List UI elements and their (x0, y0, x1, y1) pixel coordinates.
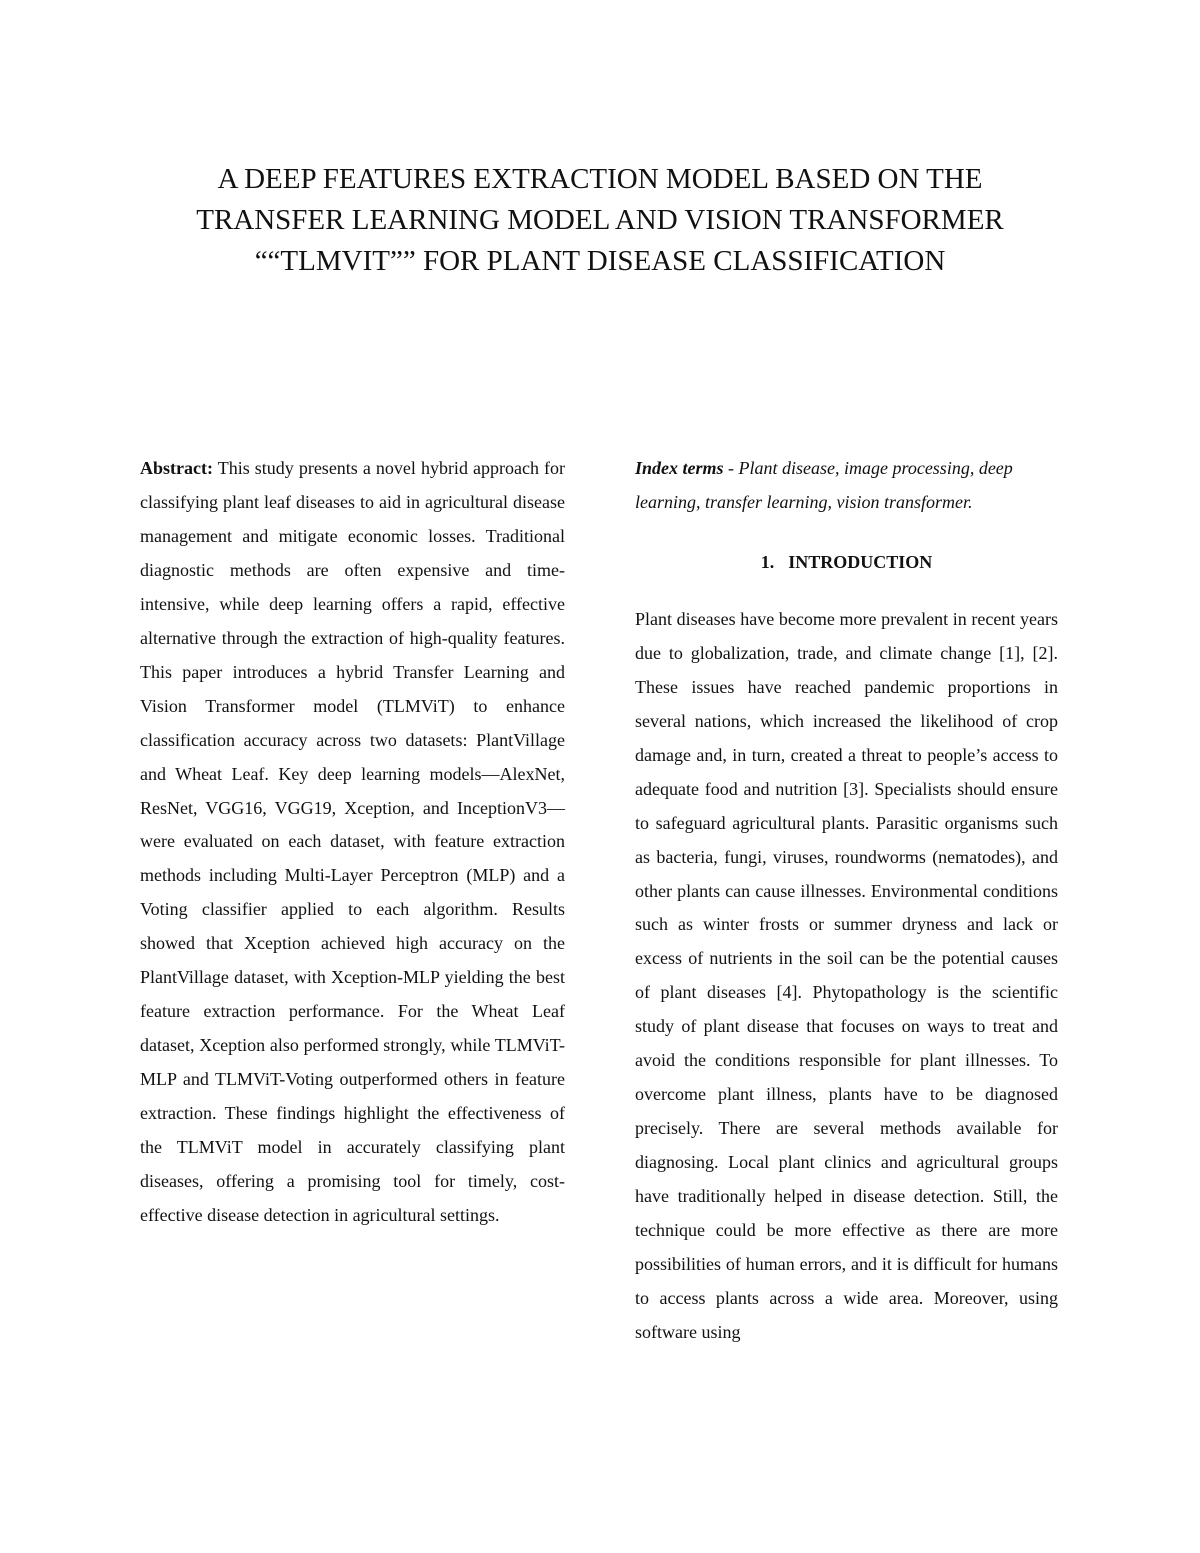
index-terms-separator: - (723, 458, 739, 478)
title-line-3: ““TLMVIT”” FOR PLANT DISEASE CLASSIFICATION (254, 245, 946, 278)
right-column (635, 452, 1058, 1350)
title-line-2: TRANSFER LEARNING MODEL AND VISION TRANSFORMER (196, 204, 1004, 237)
abstract-paragraph (140, 452, 565, 1233)
section-title: INTRODUCTION (788, 551, 933, 572)
left-column (140, 452, 565, 1233)
title-line-1: A DEEP FEATURES EXTRACTION MODEL BASED ON THE (217, 163, 983, 196)
section-heading-introduction (635, 545, 1058, 579)
section-number: 1. (760, 551, 775, 572)
index-terms-paragraph (635, 452, 1058, 520)
abstract-text: This study presents a novel hybrid approach for classifying plant leaf diseases to aid in agricultural disease management and mitigate economic losses. Traditional diagnostic methods are often expensive and time-intensive, while deep learning offers a rapid, effective alternative through the extraction of high-quality features. This paper introduces a hybrid Transfer Learning and Vision Transformer model (TLMViT) to enhance classification accuracy across two datasets: PlantVillage and Wheat Leaf. Key deep learning models—AlexNet, ResNet, VGG16, VGG19, Xception, and InceptionV3—were evaluated on each dataset, with feature extraction methods including Multi-Layer Perceptron (MLP) and a Voting classifier applied to each algorithm. Results showed that Xception achieved high accuracy on the PlantVillage dataset, with Xception-MLP yielding the best feature extraction performance. For the Wheat Leaf dataset, Xception also performed strongly, while TLMViT-MLP and TLMViT-Voting outperformed others in feature extraction. These findings highlight the effectiveness of the TLMViT model in accurately classifying plant diseases, offering a promising tool for timely, cost-effective disease detection in agricultural settings. (140, 458, 565, 1225)
paper-title (120, 159, 1080, 282)
introduction-paragraph: Plant diseases have become more prevalent in recent years due to globalization, trade, and climate change [1], [2]. These issues have reached pandemic proportions in several nations, which increased the likelihood of crop damage and, in turn, created a threat to people’s access to adequate food and nutrition [3]. Specialists should ensure to safeguard agricultural plants. Parasitic organisms such as bacteria, fungi, viruses, roundworms (nematodes), and other plants can cause illnesses. Environmental conditions such as winter frosts or summer dryness and lack or excess of nutrients in the soil can be the potential causes of plant diseases [4]. Phytopathology is the scientific study of plant disease that focuses on ways to treat and avoid the conditions responsible for plant illnesses. To overcome plant illness, plants have to be diagnosed precisely. There are several methods available for diagnosing. Local plant clinics and agricultural groups have traditionally helped in disease detection. Still, the technique could be more effective as there are more possibilities of human errors, and it is difficult for humans to access plants across a wide area. Moreover, using software using (635, 608, 1058, 1342)
index-terms-text: Plant disease, image processing, deep learning, transfer learning, vision transformer. (635, 458, 1013, 512)
abstract-label: Abstract: (140, 458, 213, 478)
index-terms-label: Index terms (635, 458, 724, 478)
